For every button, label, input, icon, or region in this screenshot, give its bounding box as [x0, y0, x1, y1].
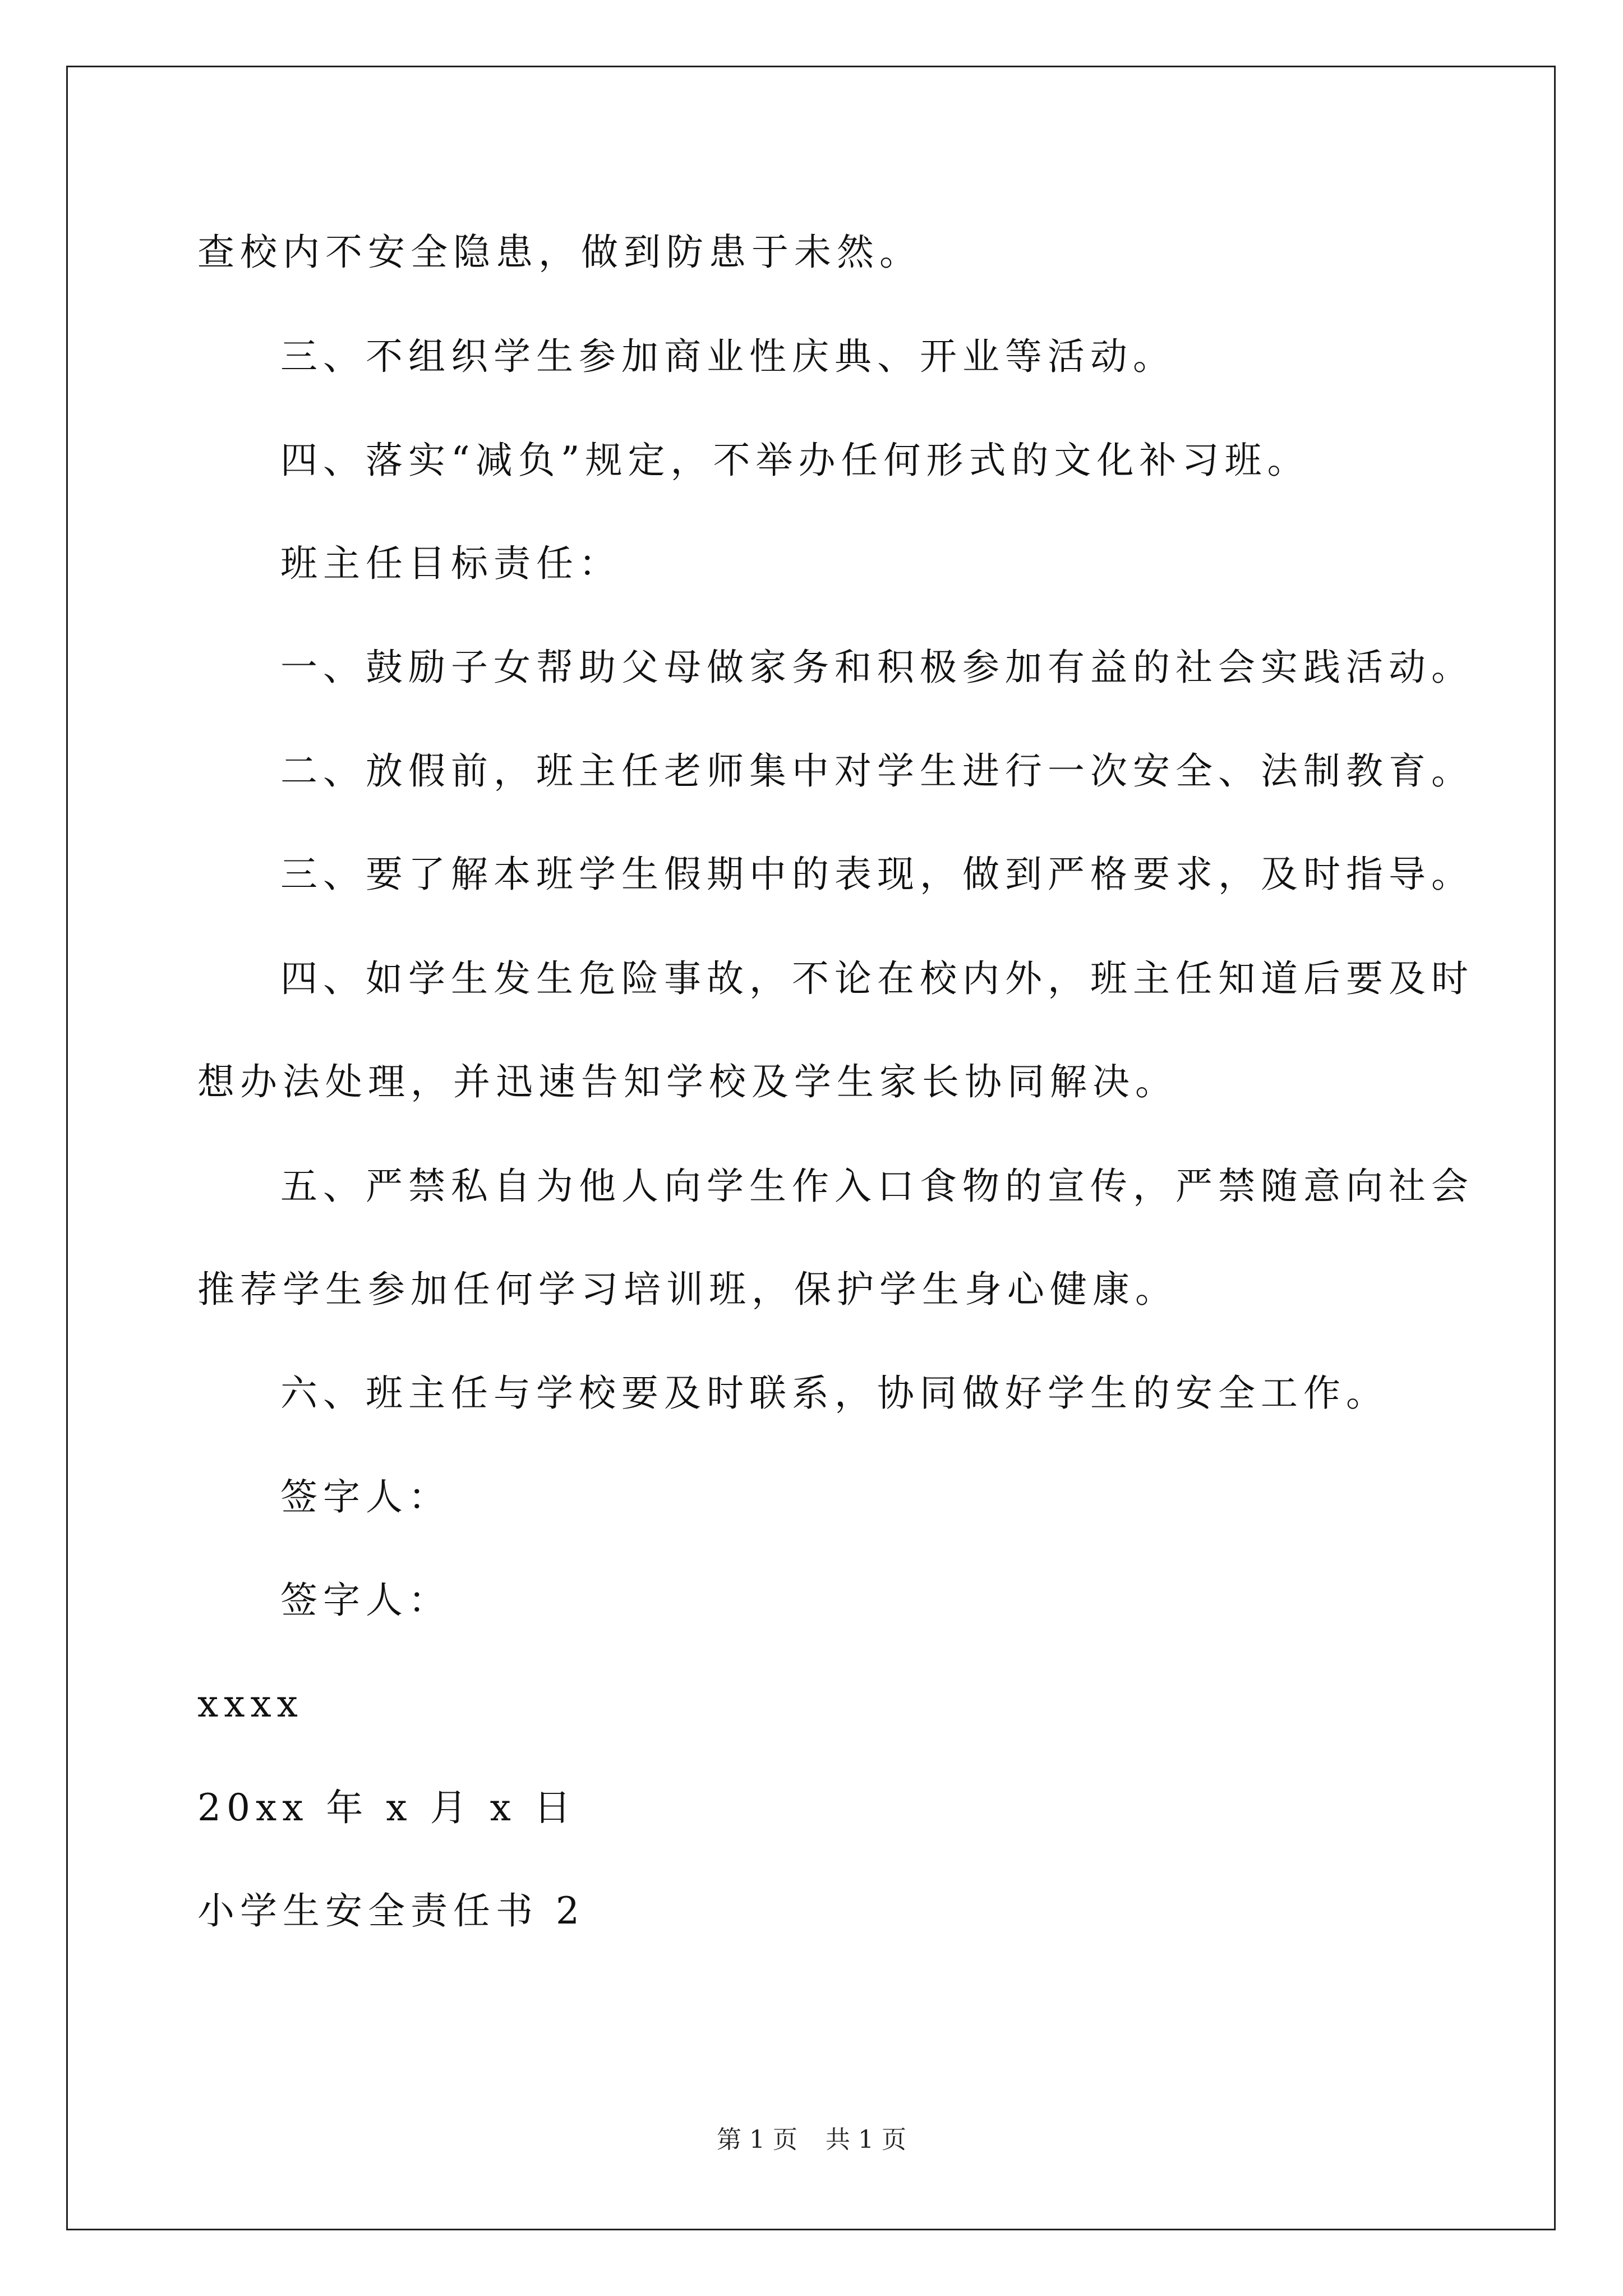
- date-line: 20xx 年 x 月 x 日: [197, 1786, 577, 1829]
- signature-label: 签字人：: [280, 1475, 451, 1519]
- signer-name: xxxx: [197, 1682, 303, 1726]
- paragraph-line: 想办法处理，并迅速告知学校及学生家长协同解决。: [197, 1060, 1178, 1103]
- paragraph-line: 推荐学生参加任何学习培训班，保护学生身心健康。: [197, 1268, 1178, 1311]
- paragraph-line: 查校内不安全隐患，做到防患于未然。: [197, 231, 922, 274]
- paragraph-line: 六、班主任与学校要及时联系，协同做好学生的安全工作。: [280, 1372, 1389, 1415]
- section-heading: 班主任目标责任：: [280, 542, 621, 585]
- page-footer: [0, 2123, 1623, 2157]
- paragraph-line: 四、如学生发生危险事故，不论在校内外，班主任知道后要及时: [280, 957, 1474, 1000]
- paragraph-line: 三、不组织学生参加商业性庆典、开业等活动。: [280, 335, 1175, 378]
- page-total: 共 1 页: [826, 2125, 906, 2154]
- paragraph-line: 四、落实“减负”规定，不举办任何形式的文化补习班。: [280, 439, 1310, 482]
- paragraph-line: 二、放假前，班主任老师集中对学生进行一次安全、法制教育。: [280, 749, 1474, 793]
- next-document-title: 小学生安全责任书 2: [197, 1889, 585, 1932]
- paragraph-line: 一、鼓励子女帮助父母做家务和积极参加有益的社会实践活动。: [280, 646, 1474, 689]
- signature-label: 签字人：: [280, 1579, 451, 1622]
- page-number: 第 1 页: [717, 2125, 797, 2154]
- paragraph-line: 五、严禁私自为他人向学生作入口食物的宣传，严禁随意向社会: [280, 1165, 1474, 1208]
- paragraph-line: 三、要了解本班学生假期中的表现，做到严格要求，及时指导。: [280, 853, 1474, 896]
